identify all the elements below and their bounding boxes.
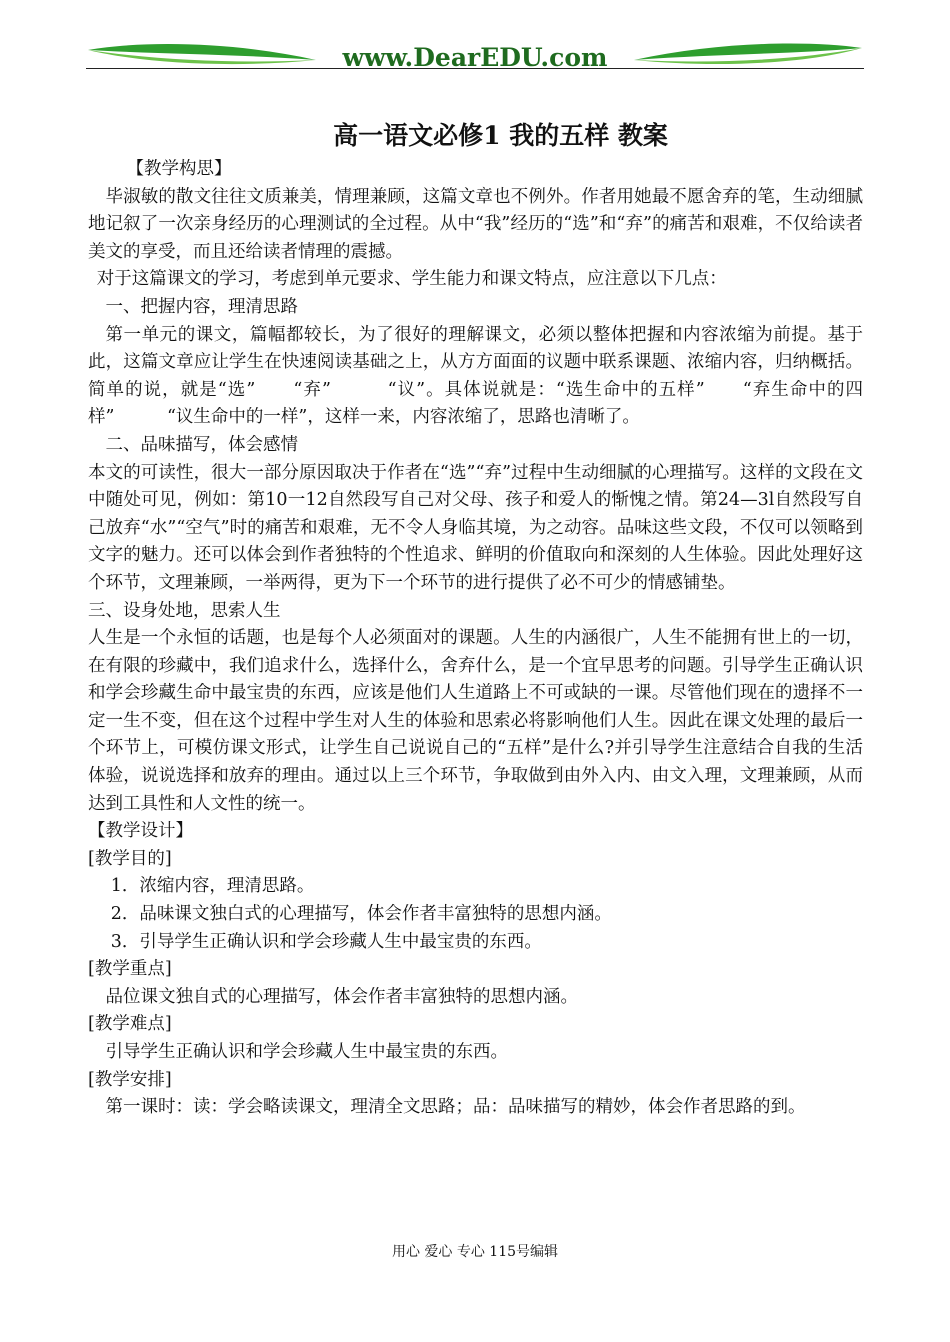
paragraph: 本文的可读性，很大一部分原因取决于作者在“选”“弃”过程中生动细腻的心理描写。这样的文段在文中随处可见，例如：第10一12自然段写自己对父母、孩子和爱人的惭愧之情。第24—3l自然段写自己放弃“水”“空气”时的痛苦和艰难，无不令人身临其境，为之动容。品味这些文段，不仅可以领略到文字的魅力。还可以体会到作者独特的个性追求、鲜明的价值取向和深刻的人生体验。因此处理好这个环节，文理兼顾，一举两得，更为下一个环节的进行提供了必不可少的情感铺垫。 xyxy=(88,462,863,593)
header-divider xyxy=(86,68,864,69)
list-item: 3．引导学生正确认识和学会珍藏人生中最宝贵的东西。 xyxy=(110,931,542,952)
label-teaching-schedule: [教学安排] xyxy=(88,1069,172,1090)
label-teaching-goals: [教学目的] xyxy=(88,848,172,869)
paragraph: 品位课文独自式的心理描写，体会作者丰富独特的思想内涵。 xyxy=(105,986,578,1007)
section-heading-concept: 【教学构思】 xyxy=(126,159,232,179)
subheading: 二、品味描写，体会感情 xyxy=(105,434,298,455)
list-item: 1．浓缩内容，理清思路。 xyxy=(110,876,315,897)
section-heading-design: 【教学设计】 xyxy=(88,821,193,842)
page-footer: 用心 爱心 专心 115号编辑 xyxy=(391,1244,559,1260)
document-body xyxy=(88,118,863,1122)
label-teaching-focus: [教学重点] xyxy=(88,959,172,980)
paragraph: 毕淑敏的散文往往文质兼美，情理兼顾，这篇文章也不例外。作者用她最不愿舍弃的笔，生动细腻地记叙了一次亲身经历的心理测试的全过程。从中“我”经历的“选”和“弃”的痛苦和艰难，不仅给读者美文的享受，而且还给读者情理的震撼。 xyxy=(88,186,863,262)
list-item: 2．品味课文独白式的心理描写，体会作者丰富独特的思想内涵。 xyxy=(110,904,612,925)
document-title: 高一语文必修1 我的五样 教案 xyxy=(333,121,668,150)
site-logo-text: www.DearEDU.com xyxy=(342,43,608,72)
paragraph: 人生是一个永恒的话题，也是每个人必须面对的课题。人生的内涵很广，人生不能拥有世上的一切，在有限的珍藏中，我们追求什么，选择什么，舍弃什么，是一个宜早思考的问题。引导学生正确认识和学会珍藏生命中最宝贵的东西，应该是他们人生道路上不可或缺的一课。尽管他们现在的遗择不一定一生不变，但在这个过程中学生对人生的体验和思索必将影响他们人生。因此在课文处理的最后一个环节上，可模仿课文形式，让学生自己说说自己的“五样”是什么?并引导学生注意结合自我的生活体验，说说选择和放弃的理由。通过以上三个环节，争取做到由外入内、由文入理，文理兼顾，从而达到工具性和人文性的统一。 xyxy=(88,628,863,814)
paragraph: 引导学生正确认识和学会珍藏人生中最宝贵的东西。 xyxy=(105,1042,508,1062)
paragraph: 第一单元的课文，篇幅都较长，为了很好的理解课文，必须以整体把握和内容浓缩为前提。基于此，这篇文章应让学生在快速阅读基础之上，从方方面面的议题中联系课题、浓缩内容，归纳概括。简单的说，就是“选” “弃” “议”。具体说就是：“选生命中的五样” “弃生命中的四样” “议生命中的一样”，这样一来，内容浓缩了，思路也清晰了。 xyxy=(88,324,863,428)
subheading: 一、把握内容，理清思路 xyxy=(105,296,298,317)
label-teaching-difficulty: [教学难点] xyxy=(88,1014,172,1035)
subheading: 三、设身处地，思索人生 xyxy=(88,600,281,621)
paragraph: 第一课时：读：学会略读课文，理清全文思路；品：品味描写的精妙，体会作者思路的到。 xyxy=(105,1097,806,1118)
paragraph: 对于这篇课文的学习，考虑到单元要求、学生能力和课文特点，应注意以下几点： xyxy=(96,269,727,290)
